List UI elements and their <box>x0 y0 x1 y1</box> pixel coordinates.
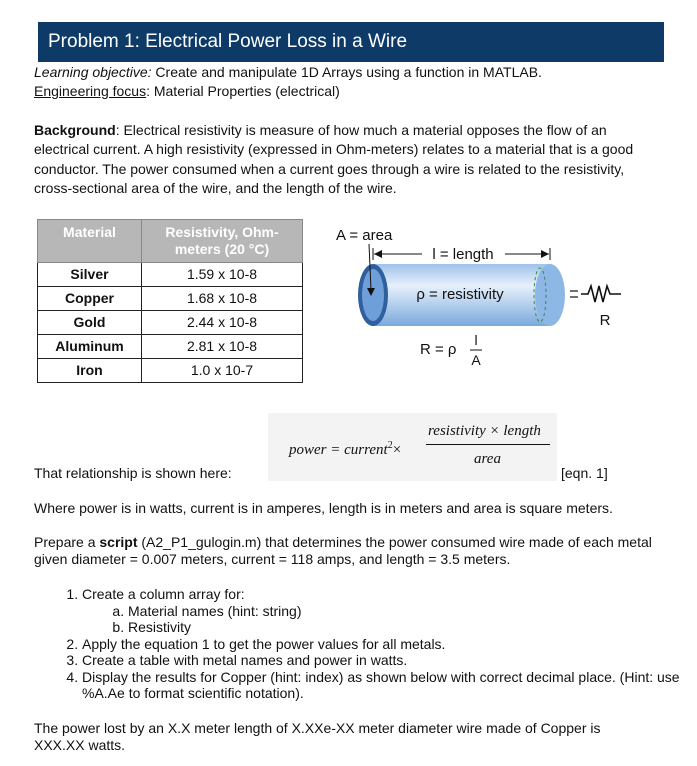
header-material: Material <box>38 220 142 263</box>
resistor-label: R <box>599 312 611 329</box>
table-row <box>38 335 303 359</box>
formula-lhs: power = current$^2$× <box>289 440 402 458</box>
resistivity-label: ρ = resistivity <box>416 286 504 303</box>
material-cell: Copper <box>38 287 142 311</box>
length-label: l = length <box>432 246 494 263</box>
prepare-pre: Prepare a <box>34 534 100 550</box>
objective-label: Learning objective: <box>34 64 152 80</box>
length-arrow-right-icon <box>541 250 549 258</box>
resistivity-cell: 1.59 x 10-8 <box>142 263 303 287</box>
relationship-text: That relationship is shown here: <box>34 465 232 481</box>
equation-reference: [eqn. 1] <box>561 465 608 481</box>
length-arrow-left-icon <box>374 250 382 258</box>
resistivity-cell: 2.44 x 10-8 <box>142 311 303 335</box>
table-row <box>38 263 303 287</box>
formula-fraction-bar <box>426 444 550 445</box>
output-format-text: The power lost by an X.X meter length of X.XXe-XX meter diameter wire made of Copper is XXX.XX watts. <box>34 720 601 753</box>
material-cell: Iron <box>38 359 142 383</box>
list-item: 3. Create a table with metal names and power in watts. <box>82 652 697 669</box>
resistivity-cell: 2.81 x 10-8 <box>142 335 303 359</box>
list-item: 4. Display the results for Copper (hint: index) as shown below with correct decimal place. (Hint: use %A.Ae to format scientific notation). <box>82 669 697 702</box>
list-item <box>82 586 697 636</box>
page-title: Problem 1: Electrical Power Loss in a Wire <box>38 22 664 62</box>
equation-denominator: A <box>471 352 481 368</box>
list-item: a. Material names (hint: string) <box>128 603 697 620</box>
resistance-equation: R = ρ <box>420 341 457 358</box>
sub-step-list <box>82 603 697 636</box>
resistivity-cell: 1.0 x 10-7 <box>142 359 303 383</box>
prepare-bold: script <box>99 534 138 550</box>
prepare-paragraph <box>34 534 664 568</box>
resistivity-cell: 1.68 x 10-8 <box>142 287 303 311</box>
material-cell: Aluminum <box>38 335 142 359</box>
step-list <box>46 586 697 702</box>
learning-objective <box>34 64 674 81</box>
list-item: 2. Apply the equation 1 to get the power values for all metals. <box>82 636 697 653</box>
table-row <box>38 311 303 335</box>
table-row <box>38 359 303 383</box>
material-cell: Silver <box>38 263 142 287</box>
engineering-focus <box>34 83 674 100</box>
background-label: Background <box>34 122 116 138</box>
formula-numerator: resistivity × length <box>428 423 541 439</box>
header-resistivity: Resistivity, Ohm-meters (20 °C) <box>142 220 303 263</box>
table-row <box>38 287 303 311</box>
resistor-icon <box>581 286 621 302</box>
resistivity-table <box>37 219 303 383</box>
background-paragraph <box>34 121 644 198</box>
background-text: : Electrical resistivity is measure of how much a material opposes the flow of an electrical current. A high resistivity (expressed in Ohm-meters) relates to a material that is a good conductor. The power consumed when a current goes through a wire is related to the resistivity, cross-sectional area of the wire, and the length of the wire. <box>34 122 634 196</box>
focus-label: Engineering focus <box>34 83 147 99</box>
power-formula <box>268 413 557 481</box>
formula-denominator: area <box>474 451 501 467</box>
units-text: Where power is in watts, current is in amperes, length is in meters and area is square meters. <box>34 500 613 516</box>
list-item: b. Resistivity <box>128 619 697 636</box>
prepare-post: (A2_P1_gulogin.m) that determines the power consumed wire made of each metal given diameter = 0.007 meters, current = 118 amps, and length = 3.5 meters. <box>34 534 652 567</box>
wire-end <box>535 264 565 326</box>
focus-text: : Material Properties (electrical) <box>146 83 340 99</box>
wire-diagram <box>330 220 640 380</box>
area-label: A = area <box>336 227 393 244</box>
equation-numerator: l <box>474 332 478 348</box>
objective-text: Create and manipulate 1D Arrays using a function in MATLAB. <box>151 64 542 80</box>
step-text: Create a column array for: <box>82 586 245 602</box>
material-cell: Gold <box>38 311 142 335</box>
